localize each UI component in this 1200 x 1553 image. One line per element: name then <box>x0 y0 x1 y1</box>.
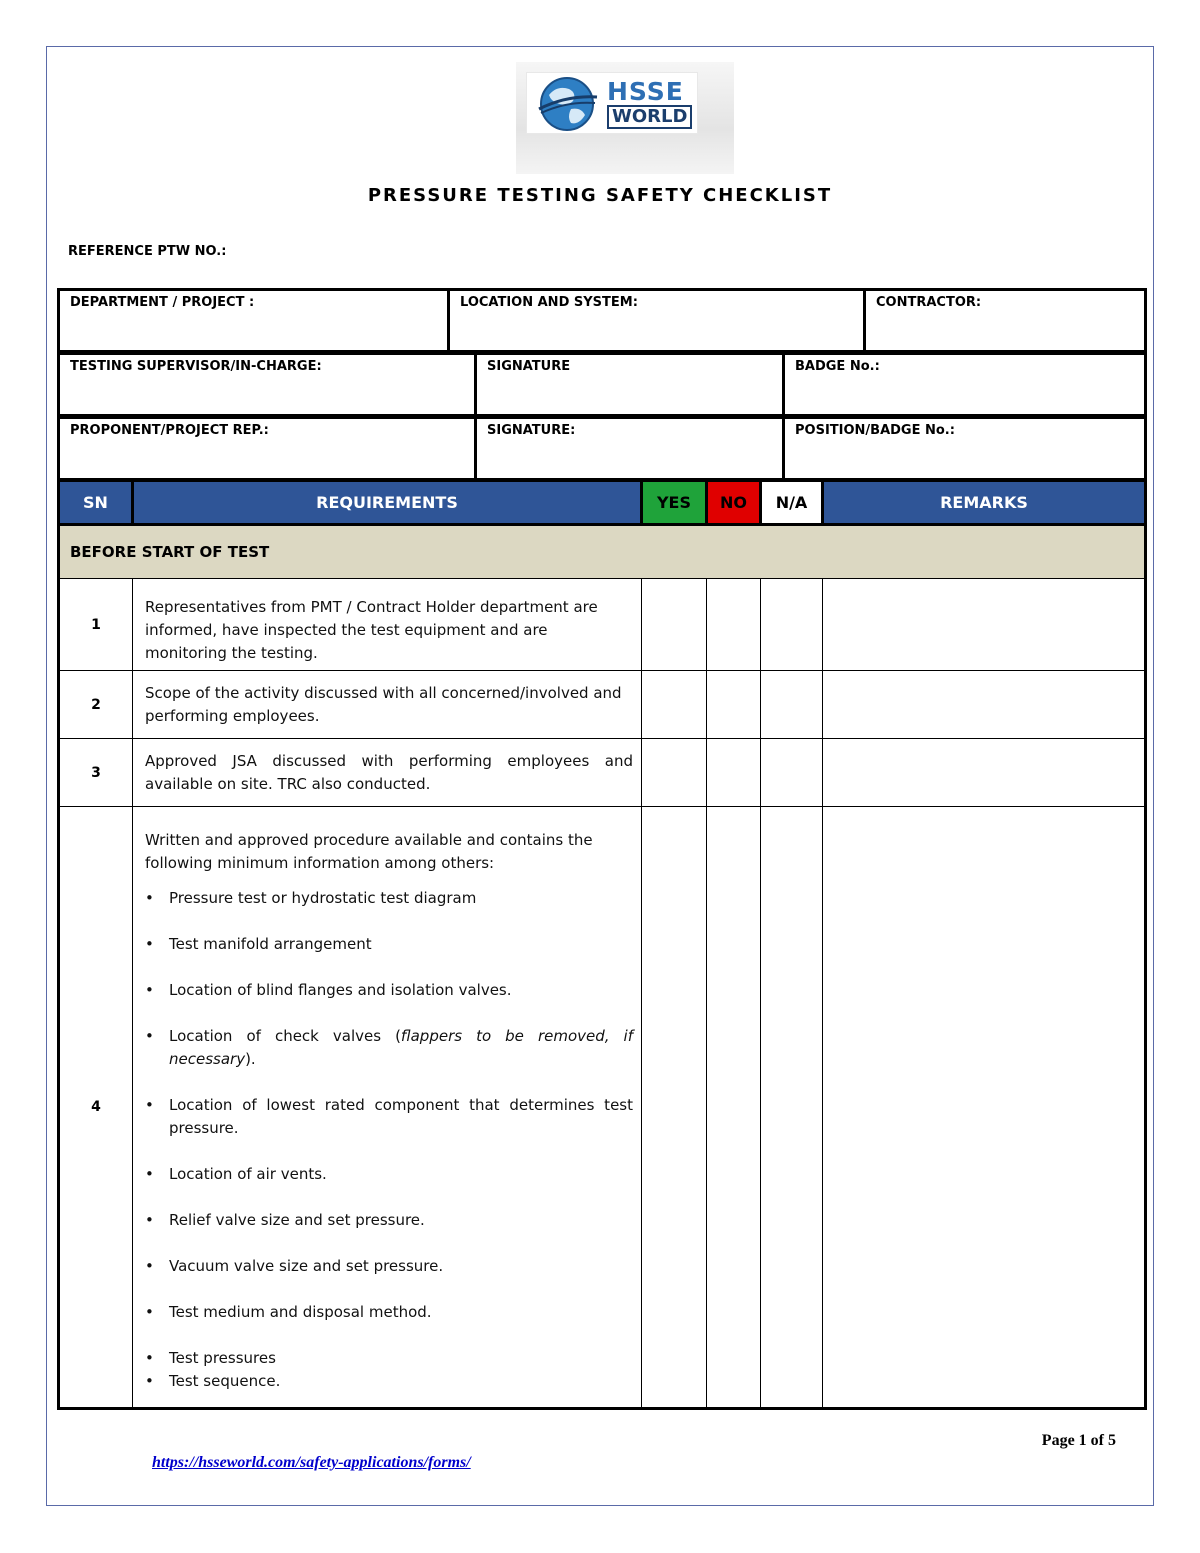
requirement-text: Scope of the activity discussed with all concerned/involved and performing employees. <box>133 671 642 739</box>
row-number: 4 <box>59 807 133 1409</box>
na-cell[interactable] <box>761 739 823 807</box>
na-cell[interactable] <box>761 807 823 1409</box>
requirement-text: Representatives from PMT / Contract Holder department are informed, have inspected the test equipment and are monitoring the testing. <box>133 579 642 671</box>
table-row <box>59 671 1146 739</box>
yes-cell[interactable] <box>642 671 707 739</box>
signature-label-1: SIGNATURE <box>487 359 571 374</box>
list-item: • Location of lowest rated component that determines test pressure. <box>145 1094 633 1140</box>
list-item: • Test manifold arrangement <box>145 933 633 956</box>
section-row <box>59 525 1146 579</box>
list-item: • Pressure test or hydrostatic test diagram <box>145 887 633 910</box>
badge-field[interactable] <box>784 354 1146 416</box>
page-number: Page 1 of 5 <box>1041 1432 1116 1449</box>
no-cell[interactable] <box>707 579 761 671</box>
logo-text-world: WORLD <box>607 105 692 129</box>
header-na: N/A <box>761 481 823 525</box>
row-number: 3 <box>59 739 133 807</box>
remarks-cell[interactable] <box>823 807 1146 1409</box>
location-field[interactable] <box>449 290 865 352</box>
info-table-row-1 <box>57 288 1147 353</box>
proponent-label: PROPONENT/PROJECT REP.: <box>70 423 269 438</box>
header-yes: YES <box>642 481 707 525</box>
table-row <box>59 739 1146 807</box>
yes-cell[interactable] <box>642 807 707 1409</box>
list-item: • Relief valve size and set pressure. <box>145 1209 633 1232</box>
yes-cell[interactable] <box>642 579 707 671</box>
list-item: • Vacuum valve size and set pressure. <box>145 1255 633 1278</box>
proponent-field[interactable] <box>59 418 476 480</box>
list-item-text-end: ). <box>245 1050 256 1068</box>
section-title: BEFORE START OF TEST <box>59 525 1146 579</box>
header-no: NO <box>707 481 761 525</box>
table-row <box>59 807 1146 1409</box>
remarks-cell[interactable] <box>823 739 1146 807</box>
no-cell[interactable] <box>707 807 761 1409</box>
signature-field-1[interactable] <box>476 354 784 416</box>
supervisor-field[interactable] <box>59 354 476 416</box>
no-cell[interactable] <box>707 671 761 739</box>
row-number: 1 <box>59 579 133 671</box>
list-item: • Test sequence. <box>145 1370 633 1393</box>
document-title: PRESSURE TESTING SAFETY CHECKLIST <box>367 185 833 206</box>
list-item: • Test medium and disposal method. <box>145 1301 633 1324</box>
logo-box <box>526 72 698 134</box>
location-label: LOCATION AND SYSTEM: <box>460 295 638 310</box>
list-item: • Test pressures <box>145 1347 633 1370</box>
remarks-cell[interactable] <box>823 579 1146 671</box>
reference-ptw-label: REFERENCE PTW NO.: <box>68 244 227 259</box>
list-item <box>145 1025 633 1071</box>
na-cell[interactable] <box>761 671 823 739</box>
no-cell[interactable] <box>707 739 761 807</box>
remarks-cell[interactable] <box>823 671 1146 739</box>
header-sn: SN <box>59 481 133 525</box>
na-cell[interactable] <box>761 579 823 671</box>
requirement-cell <box>133 807 642 1409</box>
list-item-emphasis: flappers to be removed, if necessary <box>169 1027 633 1068</box>
logo <box>516 62 734 174</box>
list-item: • Location of air vents. <box>145 1163 633 1186</box>
list-item: • Location of blind flanges and isolation valves. <box>145 979 633 1002</box>
supervisor-label: TESTING SUPERVISOR/IN-CHARGE: <box>70 359 322 374</box>
logo-text-hsse: HSSE <box>607 77 684 106</box>
department-label: DEPARTMENT / PROJECT : <box>70 295 255 310</box>
row-number: 2 <box>59 671 133 739</box>
department-field[interactable] <box>59 290 449 352</box>
requirement-text: Approved JSA discussed with performing employees and available on site. TRC also conducted. <box>133 739 642 807</box>
header-remarks: REMARKS <box>823 481 1146 525</box>
header-requirements: REQUIREMENTS <box>133 481 642 525</box>
requirement-lead: Written and approved procedure available and contains the following minimum information among others: <box>145 831 593 872</box>
contractor-label: CONTRACTOR: <box>876 295 982 310</box>
signature-label-2: SIGNATURE: <box>487 423 576 438</box>
badge-label: BADGE No.: <box>795 359 880 374</box>
signature-field-2[interactable] <box>476 418 784 480</box>
info-table-row-2 <box>57 352 1147 417</box>
requirement-bullet-list <box>145 887 633 1393</box>
position-badge-field[interactable] <box>784 418 1146 480</box>
info-table-row-3 <box>57 416 1147 481</box>
list-item-text: Location of check valves ( <box>169 1027 401 1045</box>
table-row <box>59 579 1146 671</box>
contractor-field[interactable] <box>865 290 1146 352</box>
checklist-table <box>57 479 1147 1410</box>
footer-link[interactable]: https://hsseworld.com/safety-applications/forms/ <box>152 1454 471 1471</box>
checklist-header-row <box>59 481 1146 525</box>
position-badge-label: POSITION/BADGE No.: <box>795 423 955 438</box>
yes-cell[interactable] <box>642 739 707 807</box>
